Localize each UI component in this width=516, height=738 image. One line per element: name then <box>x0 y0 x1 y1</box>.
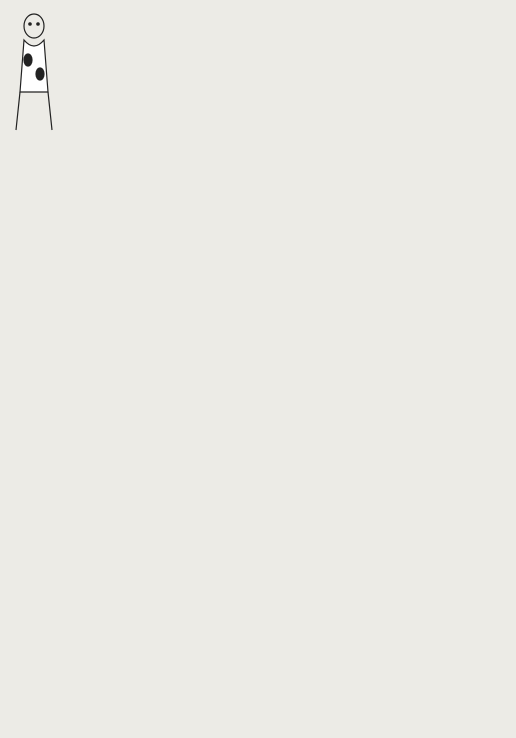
body-text-top-left <box>46 12 133 327</box>
body-text-bottom-right <box>246 338 506 633</box>
body-text-top-right <box>284 12 506 327</box>
body-text-bottom-left <box>14 338 233 633</box>
illustration-children <box>14 12 54 132</box>
